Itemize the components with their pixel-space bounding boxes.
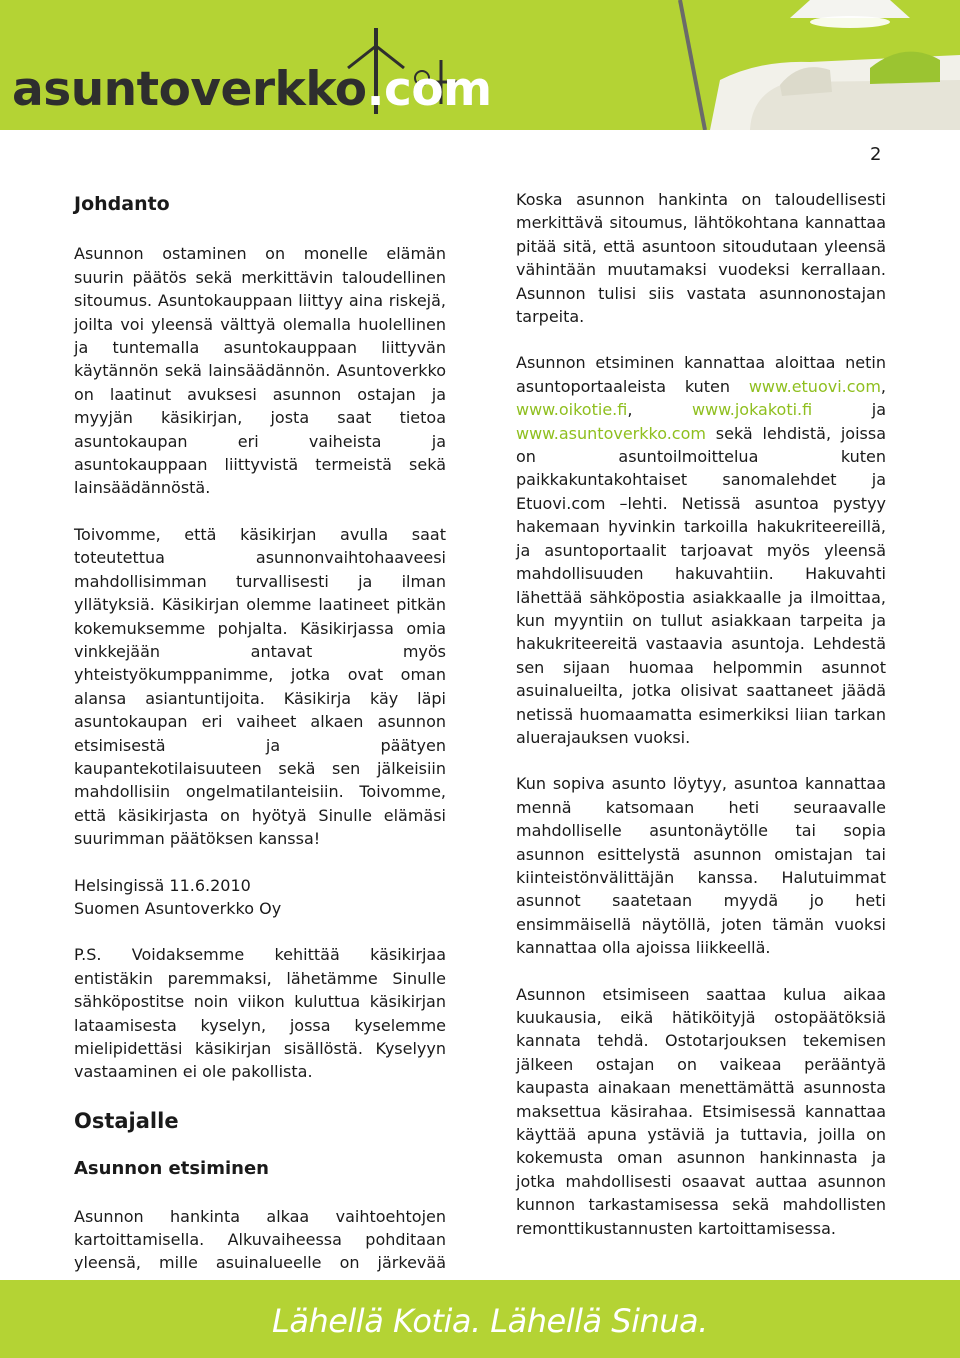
signature-date: Helsingissä 11.6.2010 [74, 875, 251, 895]
intro-paragraph: Asunnon ostaminen on monelle elämän suurin päätös sekä merkittävin taloudellinen sitoumus. Asuntokauppaan liittyy aina riskejä, joilta voi yleensä välttyä olemalla huolellinen ja tuntemalla asuntokauppaan liittyvän käytännön sekä lainsäädännön. Asuntoverkko on laatinut avuksesi asunnon ostajan ja myyjän käsikirjan, josta saat tietoa asuntokaupan eri vaiheista ja asuntokauppaan liittyvistä termeistä sekä lainsäädännöstä. [74, 244, 446, 498]
page-number: 2 [870, 144, 882, 165]
portals-text-b: , [880, 376, 886, 396]
portals-paragraph [516, 351, 886, 749]
ps-paragraph: P.S. Voidaksemme kehittää käsikirjaa entistäkin paremmaksi, lähetämme Sinulle sähköpostitse noin viikon kuluttua käsikirjan lataamisesta kyselyn, jossa kyselemme mielipidettäsi käsikirjan sisällöstä. Kyselyyn vastaaminen ei ole pakollista. [74, 945, 446, 1082]
interior-photo-icon [640, 0, 960, 130]
commitment-paragraph: Koska asunnon hankinta on taloudellisesti merkittävä sitoumus, lähtökohtana kannattaa pitää sitä, että asuntoon sitoudutaan yleensä vähintään muutamaksi vuodeksi kerrallaan. Asunnon tulisi siis vastata asunnonostajan tarpeita. [516, 190, 886, 327]
link-etuovi[interactable]: www.etuovi.com [748, 376, 881, 396]
logo-suffix: .com [366, 62, 492, 117]
sub-heading: Asunnon etsiminen [74, 1158, 269, 1180]
portals-text-e: sekä lehdistä, joissa on asuntoilmoittelua kuten paikkakuntakohtaiset sanomalehdet ja Etuovi.com –lehti. Netissä asuntoa pystyy hakemaan hyvinkin tarkoilla hakukriteereillä, ja asuntoportaalit tarjoavat myös yleensä mahdollisuuden hakuvahtiin. Hakuvahti lähettää sähköpostia asiakkaalle ja ilmoittaa, kun myyntiin on tullut asiakkaan tarpeita ja hakukriteereitä vastaavia asuntoja. Lehdestä sen sijaan huomaa helpommin asunnot asuinalueilta, jotka olisivat saattaneet jäädä netissä huomaamatta esimerkiksi liian tarkan aluerajauksen vuoksi. [516, 423, 886, 747]
left-column [74, 185, 446, 1322]
footer-slogan: Lähellä Kotia. Lähellä Sinua. [272, 1302, 708, 1340]
portals-text-d: ja [812, 400, 886, 420]
viewing-paragraph: Kun sopiva asunto löytyy, asuntoa kannattaa mennä katsomaan heti seuraavalle mahdolliselle asuntonäytölle tai sopia asunnon esittelystä asunnon omistajan tai kiinteistönvälittäjän kanssa. Halutuimmat asunnot saatetaan myydä jo heti ensimmäisellä näytöllä, joten tämän vuoksi kannattaa olla ajoissa liikkeellä. [516, 774, 886, 958]
link-jokakoti[interactable]: www.jokakoti.fi [691, 400, 813, 420]
footer-banner [0, 1280, 960, 1358]
section-heading: Ostajalle [74, 1108, 179, 1133]
patience-paragraph: Asunnon etsimiseen saattaa kulua aikaa kuukausia, eikä hätiköityjä ostopäätöksiä kannata tehdä. Ostotarjouksen tekemisen jälkeen ostajan on vaikeaa perääntyä kaupasta ainakaan menettämättä asunnosta maksettua käsirahaa. Etsimisessä kannattaa käyttää apuna ystäviä ja tuttavia, joilla on kokemusta oman asunnon hankinnasta ja jotka mahdollisesti osaavat auttaa asunnon kunnon tarkastamisessa sekä mahdollisten remonttikustannusten kartoittamisessa. [516, 984, 886, 1238]
logo [12, 62, 492, 117]
link-oikotie[interactable]: www.oikotie.fi [516, 400, 628, 420]
logo-name: asuntoverkko [12, 62, 367, 117]
search-paragraph: Asunnon hankinta alkaa vaihtoehtojen kartoittamisella. Alkuvaiheessa pohditaan yleensä, mille asuinalueelle on järkevää [74, 1206, 446, 1273]
right-column [516, 188, 886, 1240]
portals-text-a: Asunnon etsiminen kannattaa aloittaa netin asuntoportaaleista kuten [516, 353, 886, 396]
signature-company: Suomen Asuntoverkko Oy [74, 898, 282, 918]
header-banner [0, 0, 960, 130]
link-asuntoverkko[interactable]: www.asuntoverkko.com [516, 423, 706, 443]
intro-paragraph-2: Toivomme, että käsikirjan avulla saat toteutettua asunnonvaihtohaaveesi mahdollisimman turvallisesti ja ilman yllätyksiä. Käsikirjan olemme laatineet pitkän kokemuksemme pohjalta. Käsikirjassa omia vinkkejään antavat myös yhteistyökumppanimme, jotka ovat oman alansa asiantuntijoita. Käsikirja käy läpi asuntokaupan eri vaiheet alkaen asunnon etsimisestä ja päätyen kaupantekotilaisuuteen sekä sen jälkeisiin mahdollisiin ongelmatilanteisiin. Toivomme, että käsikirjasta on hyötyä Sinulle elämäsi suurimman päätöksen kanssa! [74, 524, 446, 849]
intro-heading: Johdanto [74, 193, 170, 215]
portals-text-c: , [627, 400, 692, 420]
